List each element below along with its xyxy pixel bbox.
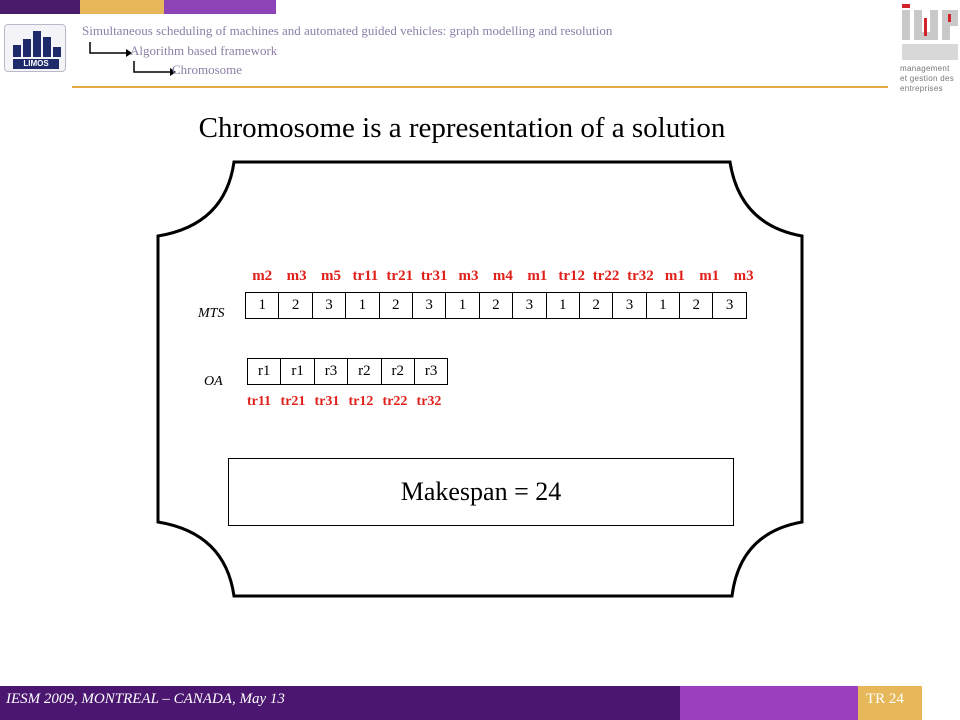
oa-label: tr32 xyxy=(416,394,442,409)
oa-label: tr22 xyxy=(382,394,408,409)
mts-label: tr11 xyxy=(352,268,379,284)
breadcrumb-level-3: Chromosome xyxy=(172,62,243,77)
oa-row-label: OA xyxy=(204,374,223,389)
page-number: TR 24 xyxy=(866,691,904,707)
mts-label: m2 xyxy=(252,268,273,284)
makespan-box: Makespan = 24 xyxy=(228,458,734,526)
oa-cell: r1 xyxy=(280,358,314,385)
mts-cell: 1 xyxy=(546,292,580,319)
mts-label: tr21 xyxy=(386,268,414,284)
oa-label: tr31 xyxy=(314,394,340,409)
footer-conference: IESM 2009, MONTREAL – CANADA, May 13 xyxy=(6,691,285,707)
oa-cell: r2 xyxy=(381,358,415,385)
mts-cell: 2 xyxy=(379,292,413,319)
oa-transport-labels xyxy=(242,394,446,410)
mts-label: m4 xyxy=(492,268,513,284)
mts-cell: 1 xyxy=(245,292,279,319)
mts-label: m3 xyxy=(286,268,307,284)
mts-cell: 3 xyxy=(712,292,746,319)
mts-label: tr22 xyxy=(592,268,620,284)
mts-label: m1 xyxy=(699,268,720,284)
mts-cell: 3 xyxy=(412,292,446,319)
mts-label: tr31 xyxy=(420,268,448,284)
footer-segment-white xyxy=(922,686,960,720)
mts-label: m3 xyxy=(733,268,754,284)
oa-cell: r2 xyxy=(347,358,381,385)
mts-label: m1 xyxy=(664,268,685,284)
breadcrumb-level-2: Algorithm based framework xyxy=(130,43,278,58)
oa-cell: r1 xyxy=(247,358,281,385)
mts-cell: 1 xyxy=(345,292,379,319)
mts-cell: 2 xyxy=(479,292,513,319)
oa-label: tr21 xyxy=(280,394,306,409)
oa-cell: r3 xyxy=(414,358,448,385)
mts-label: m1 xyxy=(527,268,548,284)
mts-cell: 1 xyxy=(445,292,479,319)
mts-cell: 1 xyxy=(646,292,680,319)
mts-cell: 3 xyxy=(612,292,646,319)
oa-label: tr12 xyxy=(348,394,374,409)
mts-cell: 2 xyxy=(579,292,613,319)
footer-segment-purple xyxy=(680,686,858,720)
mts-cell: 2 xyxy=(679,292,713,319)
mts-label: tr12 xyxy=(558,268,586,284)
mts-row-label: MTS xyxy=(198,306,225,321)
iup-logo-line-1: management xyxy=(900,64,950,73)
limos-logo-label: LIMOS xyxy=(13,59,59,69)
mts-label: tr32 xyxy=(627,268,654,284)
mts-cell: 3 xyxy=(512,292,546,319)
oa-cell: r3 xyxy=(314,358,348,385)
mts-cells xyxy=(246,292,747,319)
slide-title: Chromosome is a representation of a solution xyxy=(198,112,726,144)
iup-logo-line-2: et gestion des xyxy=(900,74,955,83)
oa-cells xyxy=(248,358,448,385)
breadcrumb-level-1: Simultaneous scheduling of machines and automated guided vehicles: graph modelling and resolution xyxy=(82,23,613,38)
oa-label: tr11 xyxy=(246,394,272,409)
iup-logo-line-3: entreprises xyxy=(900,84,943,93)
mts-label: m5 xyxy=(320,268,341,284)
mts-cell: 3 xyxy=(312,292,346,319)
mts-label: m3 xyxy=(458,268,479,284)
mts-operation-labels xyxy=(245,268,761,285)
mts-cell: 2 xyxy=(278,292,312,319)
